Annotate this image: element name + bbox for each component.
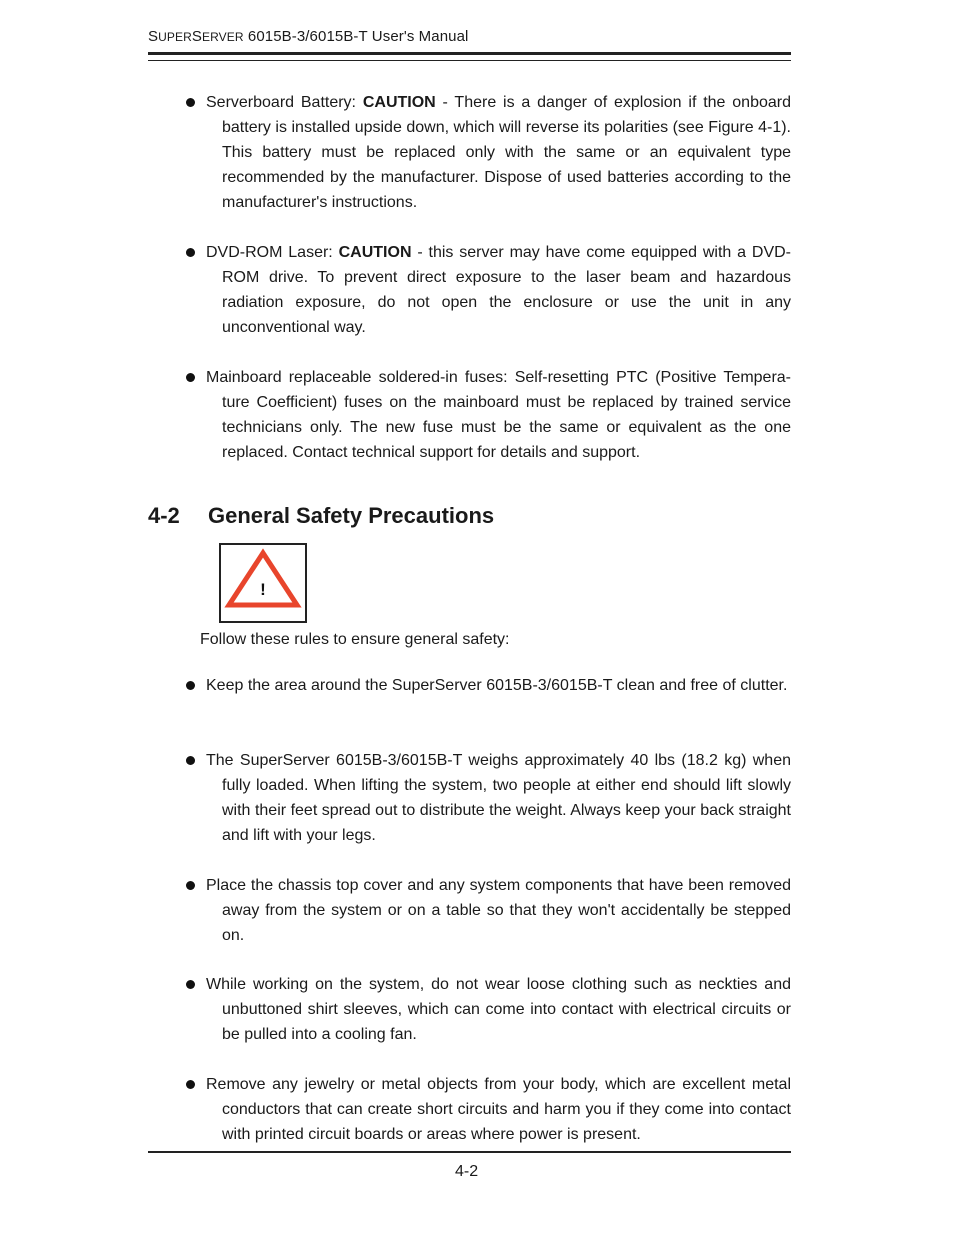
list-item-clean-area: Keep the area around the SuperServer 6015B-3/6015B-T clean and free of clutter.: [186, 673, 791, 698]
bullet-icon: [186, 373, 195, 382]
list-item-dvd-laser: DVD-ROM Laser: CAUTION - this server may have come equipped with a DVD-ROM drive. To prevent direct exposure to the laser beam and hazardous radiation exposure, do not open the enclosure or use the unit in any unconventional way.: [186, 240, 791, 340]
section-heading: 4-2 General Safety Precautions: [148, 503, 495, 528]
bullet-icon: [186, 98, 195, 107]
footer-rule: [148, 1151, 791, 1153]
list-item-cover: Place the chassis top cover and any system components that have been removed away from the system or on a table so that they won't accidentally be stepped on.: [186, 873, 791, 948]
bullet-icon: [186, 756, 195, 765]
bullet-icon: [186, 248, 195, 257]
list-item-clothing: While working on the system, do not wear loose clothing such as neckties and unbuttoned shirt sleeves, which can come into contact with electrical circuits or be pulled into a cooling fan.: [186, 972, 791, 1047]
bullet-icon: [186, 681, 195, 690]
running-header: SUPERSERVER 6015B-3/6015B-T User's Manual: [148, 28, 469, 45]
header-rule-thick: [148, 52, 791, 55]
header-rule-thin: [148, 60, 791, 61]
bullet-icon: [186, 980, 195, 989]
warning-glyph: !: [260, 580, 266, 599]
intro-text: Follow these rules to ensure general safety:: [200, 631, 510, 648]
warning-box: [219, 543, 307, 623]
list-item-battery: Serverboard Battery: CAUTION - There is a danger of explosion if the onboard battery is installed upside down, which will reverse its polarities (see Figure 4-1). This battery must be replaced only with the same or an equivalent type recommended by the manufacturer. Dispose of used batteries according to the manufacturer's instructions.: [186, 90, 791, 215]
page-number: 4-2: [455, 1163, 479, 1180]
bullet-icon: [186, 881, 195, 890]
list-item-weight: The SuperServer 6015B-3/6015B-T weighs approximately 40 lbs (18.2 kg) when fully loaded. When lifting the system, two people at either end should lift slowly with their feet spread out to distribute the weight. Always keep your back straight and lift with your legs.: [186, 748, 791, 848]
warning-triangle-icon: [221, 545, 305, 621]
list-item-jewelry: Remove any jewelry or metal objects from your body, which are excellent metal conductors that can create short circuits and harm you if they come into contact with printed circuit boards or areas where power is present.: [186, 1072, 791, 1147]
list-item-fuses: Mainboard replaceable soldered-in fuses: Self-resetting PTC (Positive Tempera-ture Coefficient) fuses on the mainboard must be replaced by trained service technicians only. The new fuse must be the same or equivalent as the one replaced. Contact technical support for details and support.: [186, 365, 791, 465]
bullet-icon: [186, 1080, 195, 1089]
